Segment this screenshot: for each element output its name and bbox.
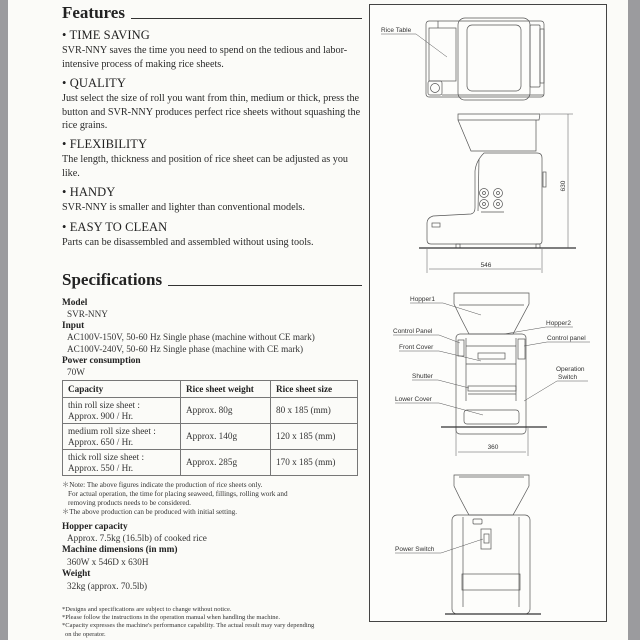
hopper-label: Hopper capacity [62, 522, 128, 532]
weight-cell: Approx. 285g [181, 450, 271, 476]
capacity-type: medium roll size sheet : [68, 426, 156, 436]
specifications-title: Specifications [62, 270, 163, 289]
hopper1-label: Hopper1 [410, 296, 435, 303]
model-label: Model [62, 298, 88, 308]
table-header-row [63, 381, 358, 398]
front-view-diagram [441, 293, 547, 456]
feature-flexibility [62, 137, 362, 180]
capacity-rate: Approx. 900 / Hr. [68, 410, 134, 421]
feature-body: SVR-NNY is smaller and lighter than conventional models. [62, 202, 305, 213]
capacity-rate: Approx. 550 / Hr. [68, 462, 134, 473]
capacity-rate: Approx. 650 / Hr. [68, 436, 134, 447]
features-heading [62, 3, 362, 23]
shutter-label: Shutter [412, 373, 433, 380]
weight-value: 32kg (approx. 70.5lb) [67, 581, 148, 591]
front-cover-label: Front Cover [399, 344, 434, 351]
weight-label: Weight [62, 569, 91, 579]
table-row [63, 424, 358, 450]
feature-quality [62, 76, 362, 133]
column-header-weight: Rice sheet weight [181, 381, 271, 398]
operation-label-2: Switch [558, 374, 578, 381]
feature-heading: • EASY TO CLEAN [62, 220, 168, 234]
feature-handy [62, 185, 362, 215]
feature-body: The length, thickness and position of rice sheet can be adjusted as you like. [62, 154, 349, 179]
table-note-3: removing products needs to be considered. [68, 499, 191, 507]
disclaimer-line: *Designs and specifications are subject to change without notice. [62, 606, 232, 613]
heading-rule [168, 285, 362, 286]
operation-label-1: Operation [556, 366, 585, 373]
disclaimer-line: on the operator. [65, 630, 106, 638]
back-view-diagram [445, 475, 541, 614]
dimensions-value: 360W x 546D x 630H [67, 557, 149, 567]
hopper2-label: Hopper2 [546, 320, 571, 327]
input-value-2: AC100V-240V, 50-60 Hz Single phase (machine with CE mark) [67, 344, 304, 354]
table-note-4: ＊The above production can be produced with initial setting. [62, 508, 238, 516]
power-value: 70W [67, 367, 85, 377]
width-dimension: 360 [487, 444, 499, 451]
column-header-capacity: Capacity [63, 381, 181, 398]
control-panel-left-label: Control Panel [393, 328, 433, 335]
machine-diagrams-panel [369, 4, 607, 622]
hopper-value: Approx. 7.5kg (16.5lb) of cooked rice [67, 533, 207, 543]
weight-cell: Approx. 80g [181, 398, 271, 424]
capacity-type: thin roll size sheet : [68, 400, 140, 410]
input-value-1: AC100V-150V, 50-60 Hz Single phase (machine without CE mark) [67, 332, 315, 342]
feature-heading: • FLEXIBILITY [62, 137, 148, 151]
capacity-type: thick roll size sheet : [68, 452, 145, 462]
table-note-1: ＊Note: The above figures indicate the production of rice sheets only. [62, 481, 263, 489]
features-title: Features [62, 3, 125, 22]
feature-heading: • HANDY [62, 185, 116, 199]
feature-body: Just select the size of roll you want from thin, medium or thick, press the button and SVR-NNY produces perfect rice sheets without squashing the rice grains. [62, 93, 361, 131]
capacity-table [62, 380, 358, 476]
weight-cell: Approx. 140g [181, 424, 271, 450]
disclaimers [62, 606, 372, 639]
table-row [63, 450, 358, 476]
feature-body: SVR-NNY saves the time you need to spend on the tedious and labor-intensive process of making rice sheets. [62, 45, 348, 70]
disclaimer-line: *Please follow the instructions in the operation manual when handling the machine. [62, 614, 281, 622]
size-cell: 170 x 185 (mm) [271, 450, 358, 476]
table-note-2: For actual operation, the time for placing seaweed, fillings, rolling work and [68, 490, 288, 498]
feature-heading: • TIME SAVING [62, 28, 150, 42]
input-label: Input [62, 321, 85, 331]
capacity-cell [63, 398, 181, 424]
control-panel-right-label: Control panel [547, 335, 586, 342]
feature-easy-to-clean [62, 220, 362, 250]
feature-heading: • QUALITY [62, 76, 126, 90]
side-view-diagram [419, 114, 576, 273]
dimensions-label: Machine dimensions (in mm) [62, 545, 178, 555]
capacity-cell [63, 424, 181, 450]
power-label: Power consumption [62, 356, 141, 366]
height-dimension: 630 [560, 180, 567, 192]
top-view-diagram [426, 18, 544, 100]
capacity-cell [63, 450, 181, 476]
rice-table-label: Rice Table [381, 27, 412, 34]
disclaimer-line: *Capacity expresses the machine's performance capability. The actual result may vary depending [62, 622, 315, 630]
feature-time-saving [62, 28, 362, 71]
size-cell: 120 x 185 (mm) [271, 424, 358, 450]
heading-rule [131, 18, 362, 19]
model-value: SVR-NNY [67, 309, 108, 319]
power-switch-label: Power Switch [395, 546, 435, 553]
feature-body: Parts can be disassembled and assembled without using tools. [62, 237, 314, 248]
table-row [63, 398, 358, 424]
lower-cover-label: Lower Cover [395, 396, 432, 403]
column-header-size: Rice sheet size [271, 381, 358, 398]
size-cell: 80 x 185 (mm) [271, 398, 358, 424]
specifications-heading [62, 270, 362, 290]
depth-dimension: 546 [480, 262, 492, 269]
